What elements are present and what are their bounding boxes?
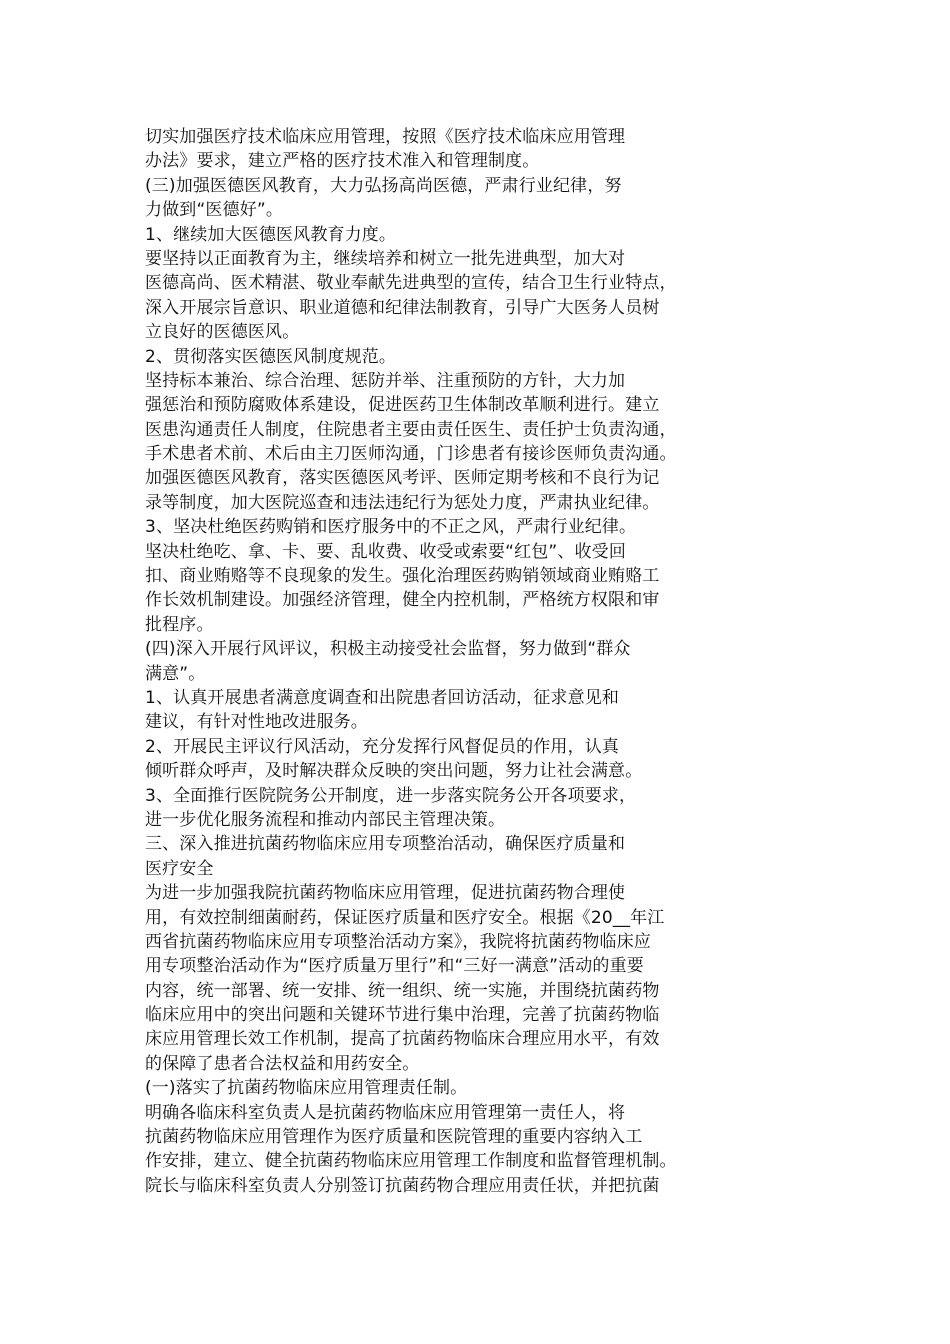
text-line: (三)加强医德医风教育，大力弘扬高尚医德，严肃行业纪律，努 (145, 175, 622, 196)
text-line: 力做到“医德好”。 (145, 200, 283, 221)
text-line: 医疗安全 (145, 858, 214, 879)
text-line: 坚持标本兼治、综合治理、惩防并举、注重预防的方针，大力加 (145, 370, 626, 391)
text-line: 手术患者术前、术后由主刀医师沟通，门诊患者有接诊医师负责沟通。 (145, 444, 677, 465)
text-line: 加强医德医风教育，落实医德医风考评、医师定期考核和不良行为记 (145, 468, 660, 489)
text-line: 批程序。 (145, 614, 214, 635)
text-line: 3、坚决杜绝医药购销和医疗服务中的不正之风，严肃行业纪律。 (145, 517, 637, 538)
text-line: (一)落实了抗菌药物临床应用管理责任制。 (145, 1078, 468, 1099)
text-line: 用，有效控制细菌耐药，保证医疗质量和医疗安全。根据《20__年江 (145, 907, 665, 928)
text-line: 3、全面推行医院院务公开制度，进一步落实院务公开各项要求， (145, 785, 637, 806)
text-line: 1、继续加大医德医风教育力度。 (145, 224, 397, 245)
text-line: 医患沟通责任人制度，住院患者主要由责任医生、责任护士负责沟通， (145, 419, 677, 440)
text-line: 1、认真开展患者满意度调查和出院患者回访活动，征求意见和 (145, 687, 620, 708)
text-line: 抗菌药物临床应用管理作为医疗质量和医院管理的重要内容纳入工 (145, 1127, 643, 1148)
text-line: (四)深入开展行风评议，积极主动接受社会监督，努力做到“群众 (145, 639, 631, 660)
text-line: 三、深入推进抗菌药物临床应用专项整治活动，确保医疗质量和 (145, 834, 626, 855)
document-body (145, 125, 745, 1198)
text-line: 西省抗菌药物临床应用专项整治活动方案》，我院将抗菌药物临床应 (145, 931, 651, 952)
text-line: 倾听群众呼声，及时解决群众反映的突出问题，努力让社会满意。 (145, 761, 643, 782)
text-line: 满意”。 (145, 663, 206, 684)
text-line: 2、贯彻落实医德医风制度规范。 (145, 346, 397, 367)
text-line: 扣、商业贿赂等不良现象的发生。强化治理医药购销领域商业贿赂工 (145, 566, 660, 587)
text-line: 内容，统一部署、统一安排、统一组织、统一实施，并围绕抗菌药物 (145, 980, 660, 1001)
text-line: 要坚持以正面教育为主，继续培养和树立一批先进典型，加大对 (145, 248, 626, 269)
text-line: 建议，有针对性地改进服务。 (145, 712, 368, 733)
text-line: 作长效机制建设。加强经济管理，健全内控机制，严格统方权限和审 (145, 590, 660, 611)
text-line: 2、开展民主评议行风活动，充分发挥行风督促员的作用，认真 (145, 736, 620, 757)
text-line: 的保障了患者合法权益和用药安全。 (145, 1053, 420, 1074)
text-line: 为进一步加强我院抗菌药物临床应用管理，促进抗菌药物合理使 (145, 883, 626, 904)
text-line: 录等制度，加大医院巡查和违法违纪行为惩处力度，严肃执业纪律。 (145, 492, 660, 513)
text-line: 用专项整治活动作为“医疗质量万里行”和“三好一满意”活动的重要 (145, 956, 644, 977)
text-line: 强惩治和预防腐败体系建设，促进医药卫生体制改革顺利进行。建立 (145, 395, 660, 416)
text-line: 明确各临床科室负责人是抗菌药物临床应用管理第一责任人，将 (145, 1102, 626, 1123)
text-line: 办法》要求，建立严格的医疗技术准入和管理制度。 (145, 151, 540, 172)
text-line: 床应用管理长效工作机制，提高了抗菌药物临床合理应用水平，有效 (145, 1029, 660, 1050)
text-line: 临床应用中的突出问题和关键环节进行集中治理，完善了抗菌药物临 (145, 1005, 660, 1026)
text-line: 医德高尚、医术精湛、敬业奉献先进典型的宣传，结合卫生行业特点， (145, 273, 677, 294)
text-line: 进一步优化服务流程和推动内部民主管理决策。 (145, 809, 506, 830)
text-line: 院长与临床科室负责人分别签订抗菌药物合理应用责任状，并把抗菌 (145, 1175, 660, 1196)
text-line: 作安排，建立、健全抗菌药物临床应用管理工作制度和监督管理机制。 (145, 1151, 677, 1172)
text-line: 立良好的医德医风。 (145, 322, 300, 343)
text-line: 深入开展宗旨意识、职业道德和纪律法制教育，引导广大医务人员树 (145, 297, 660, 318)
text-line: 切实加强医疗技术临床应用管理，按照《医疗技术临床应用管理 (145, 127, 626, 147)
text-line: 坚决杜绝吃、拿、卡、要、乱收费、收受或索要“红包”、收受回 (145, 541, 626, 562)
